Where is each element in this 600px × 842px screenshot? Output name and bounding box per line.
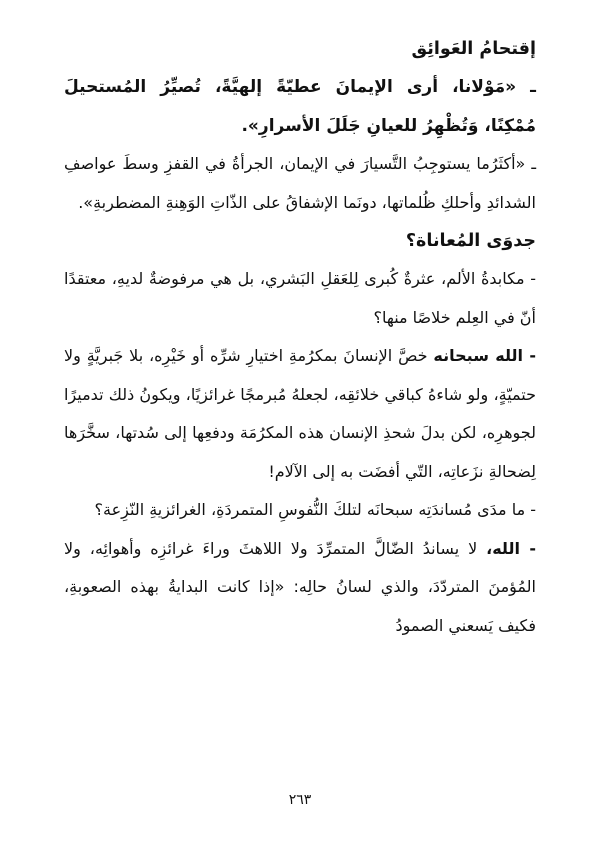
page-body — [64, 30, 536, 645]
paragraph-free-will-text: خصَّ الإنسانَ بمكرُمةِ اختيارِ شرِّه أو خَيْرِه، بلا جَبريَّةٍ ولا حتميّةٍ، ولو شاءهُ كباقي خلائقِه، لجعلهُ مُبرمجًا غرائزيًا، ويكونُ ذلك تدميرًا لجوهرِه، لكن بدلَ شحذِ الإنسان هذه المكرُمَة ودفعِها إلى سُدتها، سخَّرَها لِضحالةِ نزَعاتِه، التّي أفضَت به إلى الآلام! — [64, 346, 536, 481]
paragraph-pain-question: - مكابدةُ الألم، عثرةٌ كُبرى لِلعَقلِ البَشري، بل هي مرفوضةٌ لديهِ، معتقدًا أنّ في العِلم خلاصًا منها؟ — [64, 269, 536, 327]
paragraph-free-will — [64, 337, 536, 491]
paragraph-support-question: - ما مدَى مُساندَتِه سبحانَه لتلكَ النُّفوسِ المتمردَةِ، الغرائزيةِ النّزِعة؟ — [94, 500, 536, 519]
paragraph-free-will-lead: - الله سبحانه — [433, 346, 536, 365]
paragraph-no-support-text: لا يساندُ الضّالَّ المتمرِّدَ ولا اللاهثَ وراءَ غرائزِه وأهوائِه، ولا المُؤمنَ المتردّدَ، والذي لسانُ حالِه: «إذا كانت البدايةُ بهذه الصعوبةِ، فكيف يَسعني الصمودُ — [64, 538, 536, 635]
page-number: ٢٦٣ — [288, 792, 312, 808]
section-heading-obstacles: إقتحامُ العَوائِق — [411, 39, 536, 59]
paragraph-no-support-lead: - الله، — [486, 538, 536, 558]
section-heading-suffering: جدوَى المُعاناة؟ — [405, 231, 536, 251]
paragraph-no-support — [64, 530, 536, 646]
paragraph-courage: ـ «أكثَرُما يستوجِبُ التَّسيارَ في الإيمان، الجرأةُ في القفزِ وسطَ عواصفِ الشدائدِ وأحلكِ ظُلماتها، دونَما الإشفاقُ على الذّاتِ الوَهِنةِ المضطربةِ». — [64, 154, 536, 212]
paragraph-faith-gift: ـ «مَوْلانا، أرى الإيمانَ عطيّةً إلهيَّةً، تُصيِّرُ المُستحيلَ مُمْكِنًا، وَتُظْهِرُ للعيانِ جَلَلَ الأسرارِ». — [64, 77, 536, 136]
